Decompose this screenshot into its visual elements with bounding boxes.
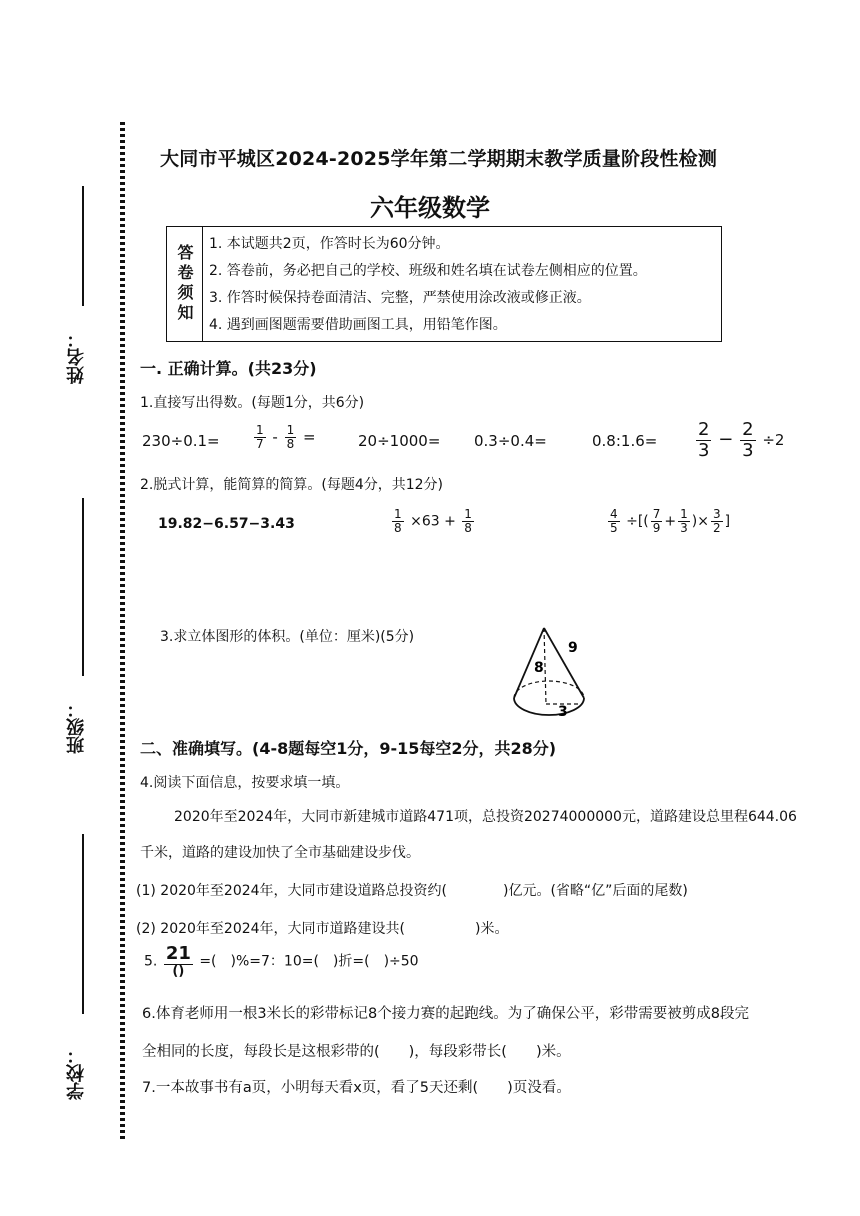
- school-write-line: [82, 834, 84, 1014]
- class-write-line: [82, 498, 84, 676]
- cone-radius-label: 3: [558, 704, 568, 720]
- section1-title: 一. 正确计算。(共23分): [140, 359, 317, 378]
- notice-item: 4. 遇到画图题需要借助画图工具，用铅笔作图。: [209, 317, 507, 333]
- notice-item: 2. 答卷前，务必把自己的学校、班级和姓名填在试卷左侧相应的位置。: [209, 263, 647, 279]
- q1-expr-1: 230÷0.1=: [142, 432, 220, 450]
- notice-box: [166, 226, 722, 342]
- q1-expr-5: 0.8:1.6=: [592, 432, 658, 450]
- q4-paragraph-line2: 千米，道路的建设加快了全市基础建设步伐。: [140, 845, 420, 861]
- q7-line1: 7.一本故事书有a页，小明每天看x页，看了5天还剩( )页没看。: [142, 1080, 571, 1096]
- q2-expr-3: $\frac{4}{5}$ ÷[( $\frac{7}{9}$ + $\frac{1}{3}$ )× $\frac{3}{2}$ ]: [610, 507, 731, 536]
- cone-side-right: [544, 628, 584, 698]
- school-label: 学校：: [66, 1046, 87, 1100]
- fraction: $\frac{1}{8}$: [286, 423, 295, 452]
- fraction: $\frac{1}{7}$: [256, 423, 264, 452]
- notice-item: 1. 本试题共2页，作答时长为60分钟。: [209, 236, 450, 252]
- fraction: $\frac{4}{5}$: [610, 507, 618, 536]
- notice-items: [209, 231, 717, 339]
- q1-expr-2: $\frac{1}{7}$ - $\frac{1}{8}$ =: [256, 423, 316, 452]
- q6-line1: 6.体育老师用一根3米长的彩带标记8个接力赛的起跑线。为了确保公平，彩带需要被剪成8段完: [142, 1006, 750, 1022]
- q4-paragraph-line1: 2020年至2024年，大同市新建城市道路471项，总投资20274000000元，道路建设总里程644.06: [174, 809, 797, 825]
- cone-base-front: [514, 698, 584, 715]
- cone-base-back: [514, 681, 584, 698]
- q5: 5. $\frac{21}{()}$ =( )%=7：10=( )折=( )÷50: [144, 943, 419, 979]
- fraction: $\frac{1}{3}$: [680, 507, 688, 536]
- q1-label: 1.直接写出得数。(每题1分，共6分): [140, 395, 365, 411]
- q3-label: 3.求立体图形的体积。(单位：厘米)(5分): [160, 629, 415, 645]
- notice-item: 3. 作答时候保持卷面清洁、完整，严禁使用涂改液或修正液。: [209, 290, 591, 306]
- fraction: $\frac{2}{3}$: [698, 419, 710, 461]
- q1-expr-6: $\frac{2}{3}$ − $\frac{2}{3}$ ÷2: [698, 419, 785, 461]
- q4-sub1: (1) 2020年至2024年，大同市建设道路总投资约( )亿元。(省略“亿”后面的尾数): [136, 883, 688, 899]
- notice-head: [167, 227, 203, 341]
- fraction: $\frac{2}{3}$: [742, 419, 754, 461]
- exam-title: 大同市平城区2024-2025学年第二学期期末教学质量阶段性检测: [160, 148, 718, 170]
- fraction: $\frac{3}{2}$: [712, 507, 721, 536]
- section2-title: 二、准确填写。(4-8题每空1分，9-15每空2分，共28分): [140, 739, 557, 758]
- q2-label: 2.脱式计算，能简算的简算。(每题4分，共12分): [140, 477, 444, 493]
- name-label: 姓名：: [66, 330, 87, 384]
- notice-head-text: 答卷须知: [175, 244, 194, 324]
- q4-label: 4.阅读下面信息，按要求填一填。: [140, 775, 350, 791]
- cone-figure: [504, 622, 604, 722]
- fraction: $\frac{7}{9}$: [652, 507, 661, 536]
- fraction: $\frac{1}{8}$: [394, 507, 402, 536]
- fraction: $\frac{21}{()}$: [165, 943, 191, 979]
- cone-height-line: [544, 628, 546, 704]
- binding-dotted-line: [120, 122, 125, 1140]
- cone-height-label: 8: [534, 660, 544, 676]
- exam-subtitle: 六年级数学: [370, 194, 490, 222]
- q2-expr-1: 19.82−6.57−3.43: [158, 516, 295, 532]
- q6-line2: 全相同的长度，每段长是这根彩带的( )，每段彩带长( )米。: [142, 1044, 571, 1060]
- fraction: $\frac{1}{8}$: [464, 507, 472, 536]
- q4-sub2: (2) 2020年至2024年，大同市道路建设共( )米。: [136, 921, 509, 937]
- q1-expr-4: 0.3÷0.4=: [474, 432, 547, 450]
- cone-slant-label: 9: [568, 640, 578, 656]
- q2-expr-2: $\frac{1}{8}$ ×63 + $\frac{1}{8}$: [394, 507, 472, 536]
- class-label: 班级：: [66, 700, 87, 754]
- q1-expr-3: 20÷1000=: [358, 432, 441, 450]
